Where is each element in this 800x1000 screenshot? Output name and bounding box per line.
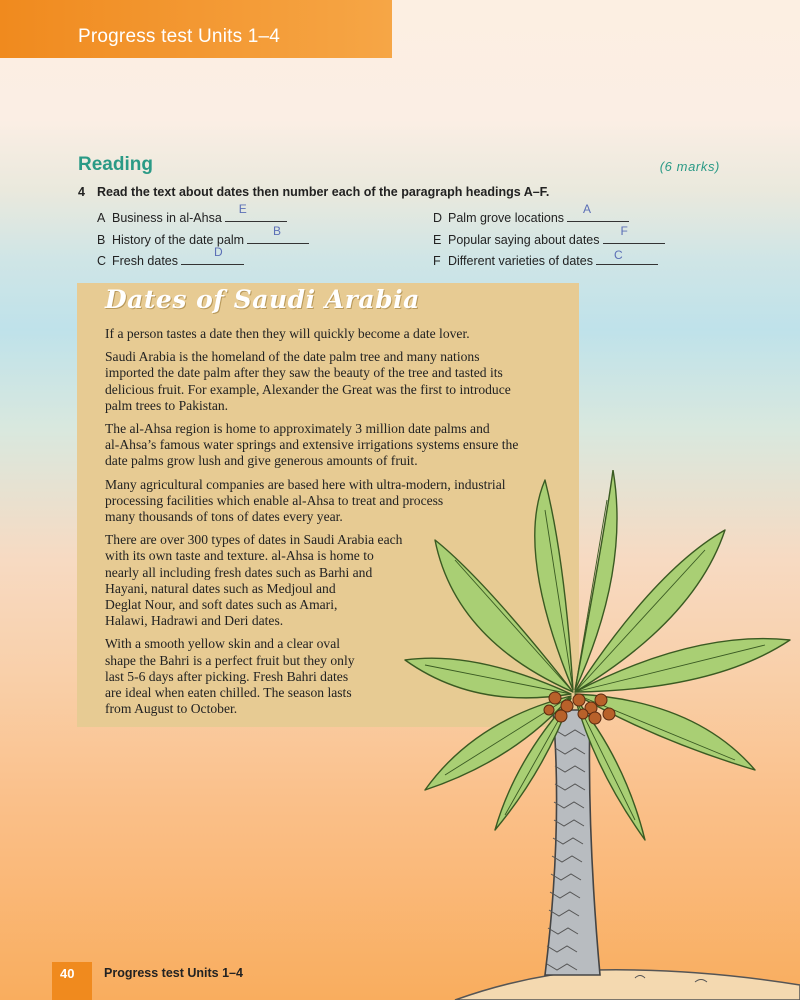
heading-letter: A [97,211,106,225]
heading-letter: D [433,211,443,225]
paragraph-4: Many agricultural companies are based here with ultra-modern, industrial processing facilities which enable al-Ahsa to treat and process many thousands of tons of dates every year. [105,476,506,525]
heading-letter: B [97,233,106,247]
answer-blank[interactable] [247,224,309,244]
heading-item-b [97,224,309,247]
answer-blank[interactable] [596,248,658,265]
heading-text: Fresh dates [112,254,179,268]
heading-text: Popular saying about dates [448,233,600,247]
task-instruction [78,185,549,199]
heading-item-e [433,224,665,247]
header-title: Progress test Units 1–4 [78,26,281,47]
heading-letter: C [97,254,107,268]
paragraph-3: The al-Ahsa region is home to approximately 3 million date palms and al-Ahsa’s famous water springs and extensive irrigations systems ensure the date palms grow lush and give generous amounts of fruit. [105,421,519,469]
heading-item-d [433,202,629,225]
section-title: Reading [78,154,153,175]
heading-text: Palm grove locations [448,211,565,225]
heading-text: Different varieties of dates [448,254,593,268]
heading-item-c [97,245,244,268]
answer-blank[interactable] [225,202,287,222]
heading-text: History of the date palm [112,233,245,247]
passage-text [105,326,571,724]
heading-letter: E [433,233,442,247]
heading-text: Business in al-Ahsa [112,211,222,225]
answer-value: C [613,248,623,262]
marks-label: (6 marks) [659,159,720,174]
answer-blank[interactable] [567,202,629,222]
task-number: 4 [78,185,85,199]
paragraph-2: Saudi Arabia is the homeland of the date palm tree and many nations imported the date palm after they saw the beauty of the tree and tasted its delicious fruit. For example, Alexander the Great was the first to introduce palm trees to Pakistan. [105,349,511,413]
task-instruction-text: Read the text about dates then number each of the paragraph headings A–F. [97,185,550,199]
heading-letter: F [433,254,441,268]
answer-blank[interactable] [181,245,244,265]
answer-value: A [583,202,592,216]
answer-value: B [273,224,282,238]
page-number: 40 [60,966,75,981]
answer-value: E [238,202,247,216]
heading-item-f [433,248,658,268]
passage-title: Dates of Saudi Arabia [105,285,420,314]
paragraph-5: There are over 300 types of dates in Saudi Arabia each with its own taste and texture. al-Ahsa is home to nearly all including fresh dates such as Barhi and Hayani, natural dates such as Medjoul and Deglat Nour, and soft dates such as Amari, Halawi, Hadrawi and Deri dates. [105,532,403,629]
answer-value: F [620,224,628,238]
answer-value: D [214,245,223,259]
footer-title: Progress test Units 1–4 [104,966,243,980]
paragraph-1: If a person tastes a date then they will quickly become a date lover. [105,326,470,341]
paragraph-6: With a smooth yellow skin and a clear oval shape the Bahri is a perfect fruit but they only last 5-6 days after picking. Fresh Bahri dates are ideal when eaten chilled. The season lasts from August to October. [105,636,355,717]
answer-blank[interactable] [603,224,665,244]
heading-item-a [97,202,287,225]
